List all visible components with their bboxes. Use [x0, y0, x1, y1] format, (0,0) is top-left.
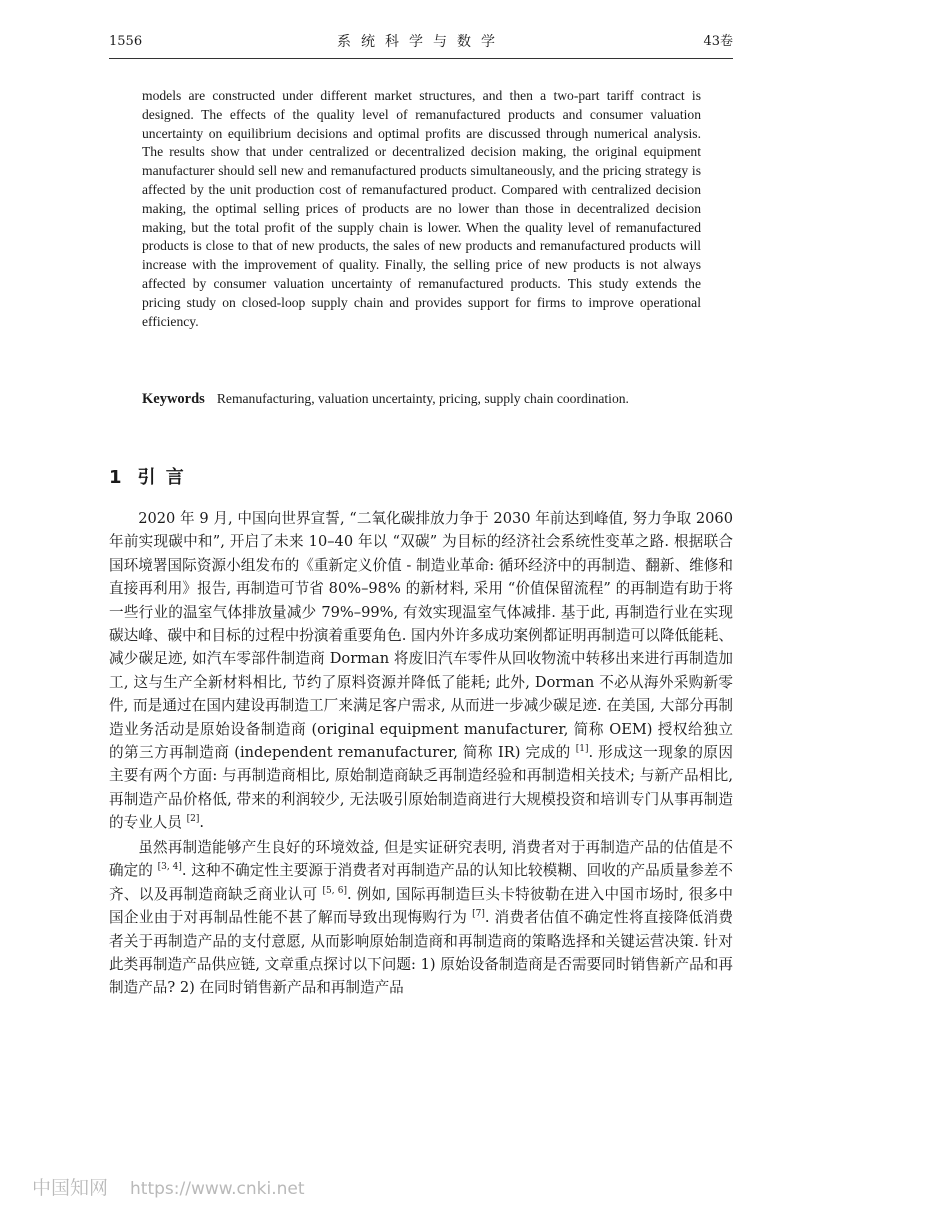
journal-title: 系统科学与数学 — [337, 34, 505, 50]
citation-5-6[interactable]: [5, 6] — [322, 885, 348, 896]
citation-2[interactable]: [2] — [186, 814, 200, 825]
section-title: 引 言 — [137, 467, 186, 488]
section-heading — [109, 463, 186, 489]
cnki-url: https://www.cnki.net — [130, 1179, 305, 1199]
p2-part4: . 消费者估值不确定性将直接降低消费者关于再制造产品的支付意愿, 从而影响原始制造商和再制造商的策略选择和关键运营决策. 针对此类再制造产品供应链, 文章重点探讨以下问题: 1) 原始设备制造商是否需要同时销售新产品和再制造产品? 2) 在同时销售新产品和再制造产品 — [109, 909, 733, 997]
p1-part3: . — [199, 814, 204, 832]
paragraph-2 — [109, 836, 733, 1000]
cnki-watermark — [32, 1173, 305, 1200]
p2-part2: . 这种不确定性主要源于消费者对再制造产品的认知比较模糊、回收的产品质量参差不齐、以及再制造商缺乏商业认可 — [109, 862, 733, 903]
keywords-block — [142, 387, 701, 411]
page-number: 1556 — [109, 34, 143, 49]
header-rule — [109, 58, 733, 59]
citation-7[interactable]: [7] — [472, 909, 485, 920]
volume-label: 43卷 — [703, 34, 733, 49]
p2-part3: . 例如, 国际再制造巨头卡特彼勒在进入中国市场时, 很多中国企业由于对再制品性能不甚了解而导致出现悔购行为 — [109, 885, 733, 927]
p1-part1: 2020 年 9 月, 中国向世界宣誓, “二氧化碳排放力争于 2030 年前达到峰值, 努力争取 2060 年前实现碳中和”, 开启了未来 10–40 年以 “双碳” 为目标的经济社会系统性变革之路. 根据联合国环境署国际资源小组发布的《重新定义价值 - 制造业革命: 循环经济中的再制造、翻新、维修和直接再利用》报告, 再制造可节省 80%–98% 的新材料, 采用 “价值保留流程” 的再制造有助于将一些行业的温室气体排放量减少 79%–99%, 有效实现温室气体减排. 基于此, 再制造行业在实现碳达峰、碳中和目标的过程中扮演着重要角色. 国内外许多成功案例都证明再制造可以降低能耗、减少碳足迹, 如汽车零部件制造商 Dorman 将废旧汽车零件从回收物流中转移出来进行再制造加工, 这与生产全新材料相比, 节约了原料资源并降低了能耗; 此外, Dorman 不必从海外采购新零件, 而是通过在国内建设再制造工厂来满足客户需求, 从而进一步减少碳足迹. 在美国, 大部分再制造业务活动是原始设备制造商 (original equipment manufacturer, 简称 OEM) 授权给独立的第三方再制造商 (independent remanufacturer, 简称 IR) 完成的 — [109, 510, 733, 762]
cnki-logo-text: 中国知网 — [32, 1177, 109, 1199]
keywords-label: Keywords — [142, 391, 205, 407]
abstract-text: models are constructed under different market structures, and then a two-part tariff contract is designed. The effects of the quality level of remanufactured products and consumer valuation uncertainty on equilibrium decisions and optimal profits are discussed through numerical analysis. The results show that under centralized or decentralized decision making, the original equipment manufacturer should sell new and remanufactured products simultaneously, and the pricing strategy is affected by the unit production cost of remanufactured product. Compared with centralized decision making, the optimal selling prices of products are no lower than those in decentralized decision making, but the total profit of the supply chain is lower. When the quality level of remanufactured products is close to that of new products, the sales of new products and remanufactured products will increase with the improvement of quality. Finally, the selling price of new products is not always affected by consumer valuation uncertainty of remanufactured products. This study extends the pricing study on closed-loop supply chain and provides support for firms to improve operational efficiency. — [142, 88, 701, 329]
p2-part1: 虽然再制造能够产生良好的环境效益, 但是实证研究表明, 消费者对于再制造产品的估值是不确定的 — [109, 839, 733, 880]
keywords-text: Remanufacturing, valuation uncertainty, pricing, supply chain coordination. — [216, 391, 629, 406]
citation-1[interactable]: [1] — [575, 744, 589, 755]
p1-part2: . 形成这一现象的原因主要有两个方面: 与再制造商相比, 原始制造商缺乏再制造经验和再制造相关技术; 与新产品相比, 再制造产品价格低, 带来的利润较少, 无法吸引原始制造商进行大规模投资和培训专门从事再制造的专业人员 — [109, 744, 733, 832]
running-header — [109, 31, 733, 57]
paragraph-1 — [109, 507, 733, 835]
section-number: 1 — [109, 467, 124, 488]
citation-3-4[interactable]: [3, 4] — [157, 862, 182, 873]
